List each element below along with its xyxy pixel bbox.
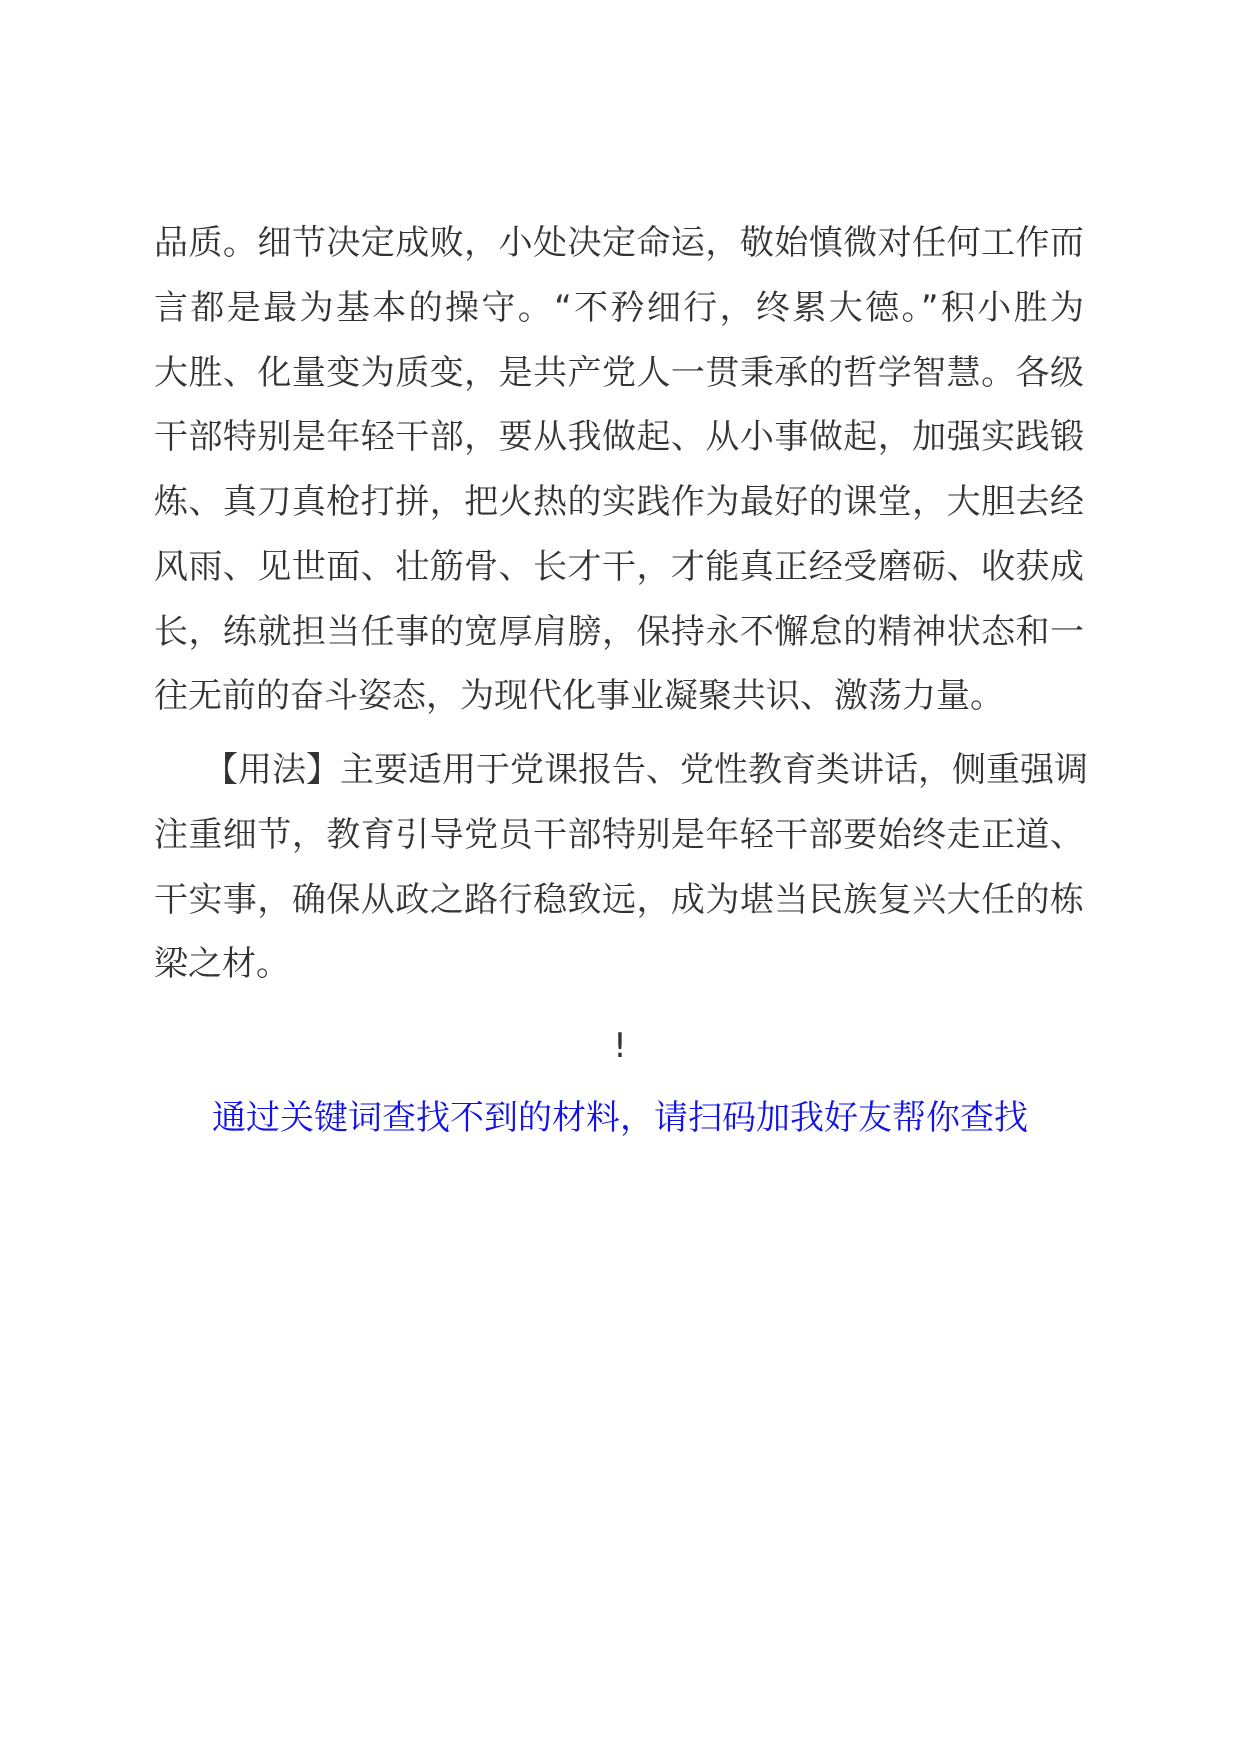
paragraph-line: 炼、真刀真枪打拼，把火热的实践作为最好的课堂，大胆去经 (154, 482, 1084, 522)
paragraph-line: 风雨、见世面、壮筋骨、长才干，才能真正经受磨砺、收获成 (154, 547, 1084, 587)
paragraph-line: 干实事，确保从政之路行稳致远，成为堪当民族复兴大任的栋 (154, 880, 1084, 920)
paragraph-line: 品质。细节决定成败，小处决定命运，敬始慎微对任何工作而 (154, 223, 1084, 263)
paragraph-line: 注重细节，教育引导党员干部特别是年轻干部要始终走正道、 (154, 815, 1084, 855)
paragraph-line: 言都是最为基本的操守。“不矜细行，终累大德。”积小胜为 (154, 288, 1084, 328)
paragraph-line: 干部特别是年轻干部，要从我做起、从小事做起，加强实践锻 (154, 417, 1084, 457)
separator-mark: ! (613, 1026, 627, 1066)
paragraph-line: 往无前的奋斗姿态，为现代化事业凝聚共识、激荡力量。 (154, 676, 1004, 716)
paragraph-line: 【用法】主要适用于党课报告、党性教育类讲话，侧重强调 (204, 750, 1088, 790)
paragraph-line: 长，练就担当任事的宽厚肩膀，保持永不懈怠的精神状态和一 (154, 612, 1084, 652)
footer-contact-link[interactable]: 通过关键词查找不到的材料，请扫码加我好友帮你查找 (212, 1098, 1028, 1138)
paragraph-line: 梁之材。 (154, 944, 290, 984)
paragraph-line: 大胜、化量变为质变，是共产党人一贯秉承的哲学智慧。各级 (154, 353, 1084, 393)
